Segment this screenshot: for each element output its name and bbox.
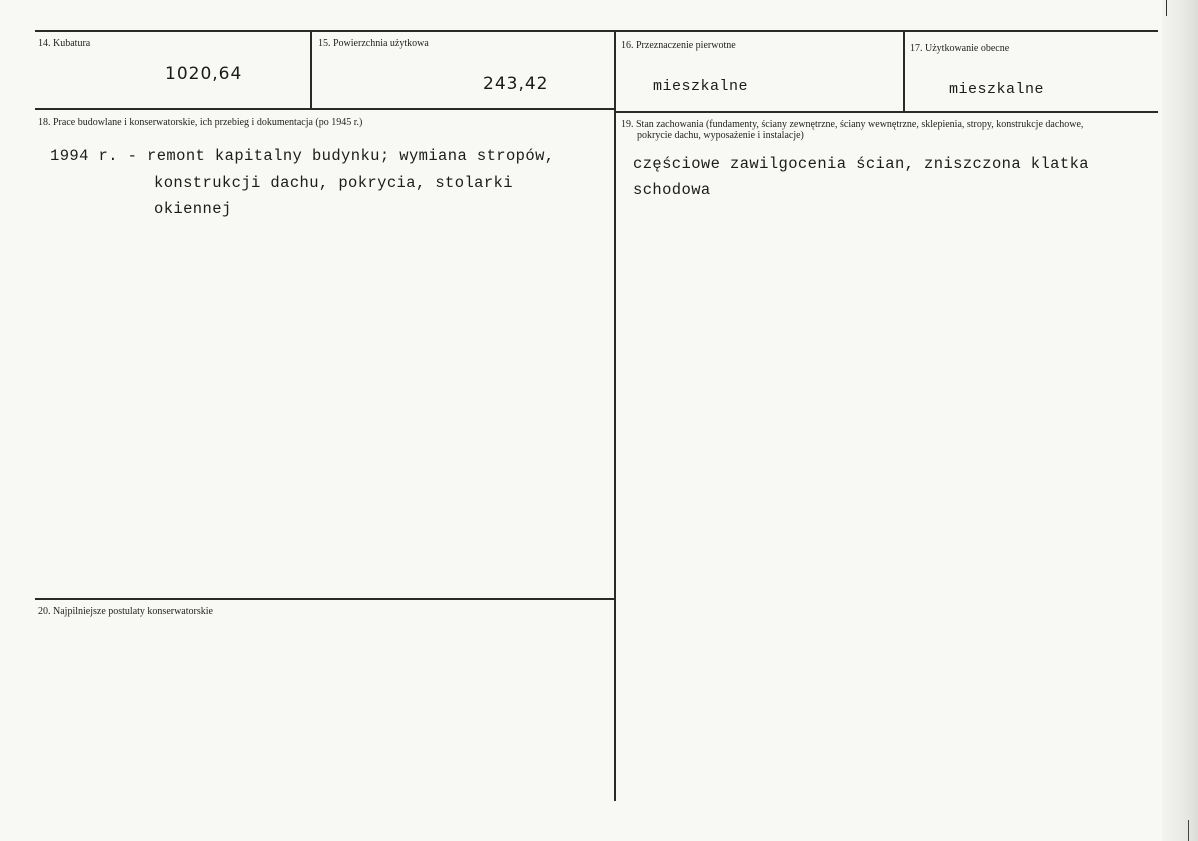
uzytkowanie-value: mieszkalne: [949, 81, 1045, 98]
prace-line: 1994 r. - remont kapitalny budynku; wymiana stropów,: [50, 147, 555, 165]
przeznaczenie-value: mieszkalne: [653, 78, 749, 95]
divider-16-17: [903, 30, 905, 113]
prace-line: okiennej: [154, 200, 232, 218]
stan-label-line2: pokrycie dachu, wyposażenie i instalacje): [637, 130, 804, 141]
stan-text: [633, 151, 1089, 203]
prace-label: 18. Prace budowlane i konserwatorskie, ich przebieg i dokumentacja (po 1945 r.): [38, 117, 363, 128]
page-edge-mark: [1188, 820, 1189, 841]
uzytkowanie-label: 17. Użytkowanie obecne: [910, 43, 1010, 54]
page-edge-shadow: [1162, 0, 1198, 841]
prace-text: [50, 143, 554, 223]
stan-line: częściowe zawilgocenia ścian, zniszczona klatka: [633, 155, 1089, 173]
page-edge-mark: [1166, 0, 1167, 16]
divider-14-15: [310, 30, 312, 110]
divider-main: [614, 30, 616, 801]
stan-label-line1: 19. Stan zachowania (fundamenty, ściany zewnętrzne, ściany wewnętrzne, sklepienia, stropy, konstrukcje dachowe,: [621, 119, 1084, 130]
row1-bottom-rule-right: [615, 111, 1158, 113]
stan-line: schodowa: [633, 181, 711, 199]
section18-bottom-rule: [35, 598, 615, 600]
przeznaczenie-label: 16. Przeznaczenie pierwotne: [621, 40, 736, 51]
top-rule: [35, 30, 1158, 32]
postulaty-label: 20. Najpilniejsze postulaty konserwatorskie: [38, 606, 213, 617]
prace-line: konstrukcji dachu, pokrycia, stolarki: [154, 173, 513, 192]
powierzchnia-label: 15. Powierzchnia użytkowa: [318, 38, 429, 49]
kubatura-label: 14. Kubatura: [38, 38, 91, 49]
kubatura-value: 1020,64: [165, 64, 243, 84]
powierzchnia-value: 243,42: [483, 74, 549, 94]
row1-bottom-rule-left: [35, 108, 615, 110]
